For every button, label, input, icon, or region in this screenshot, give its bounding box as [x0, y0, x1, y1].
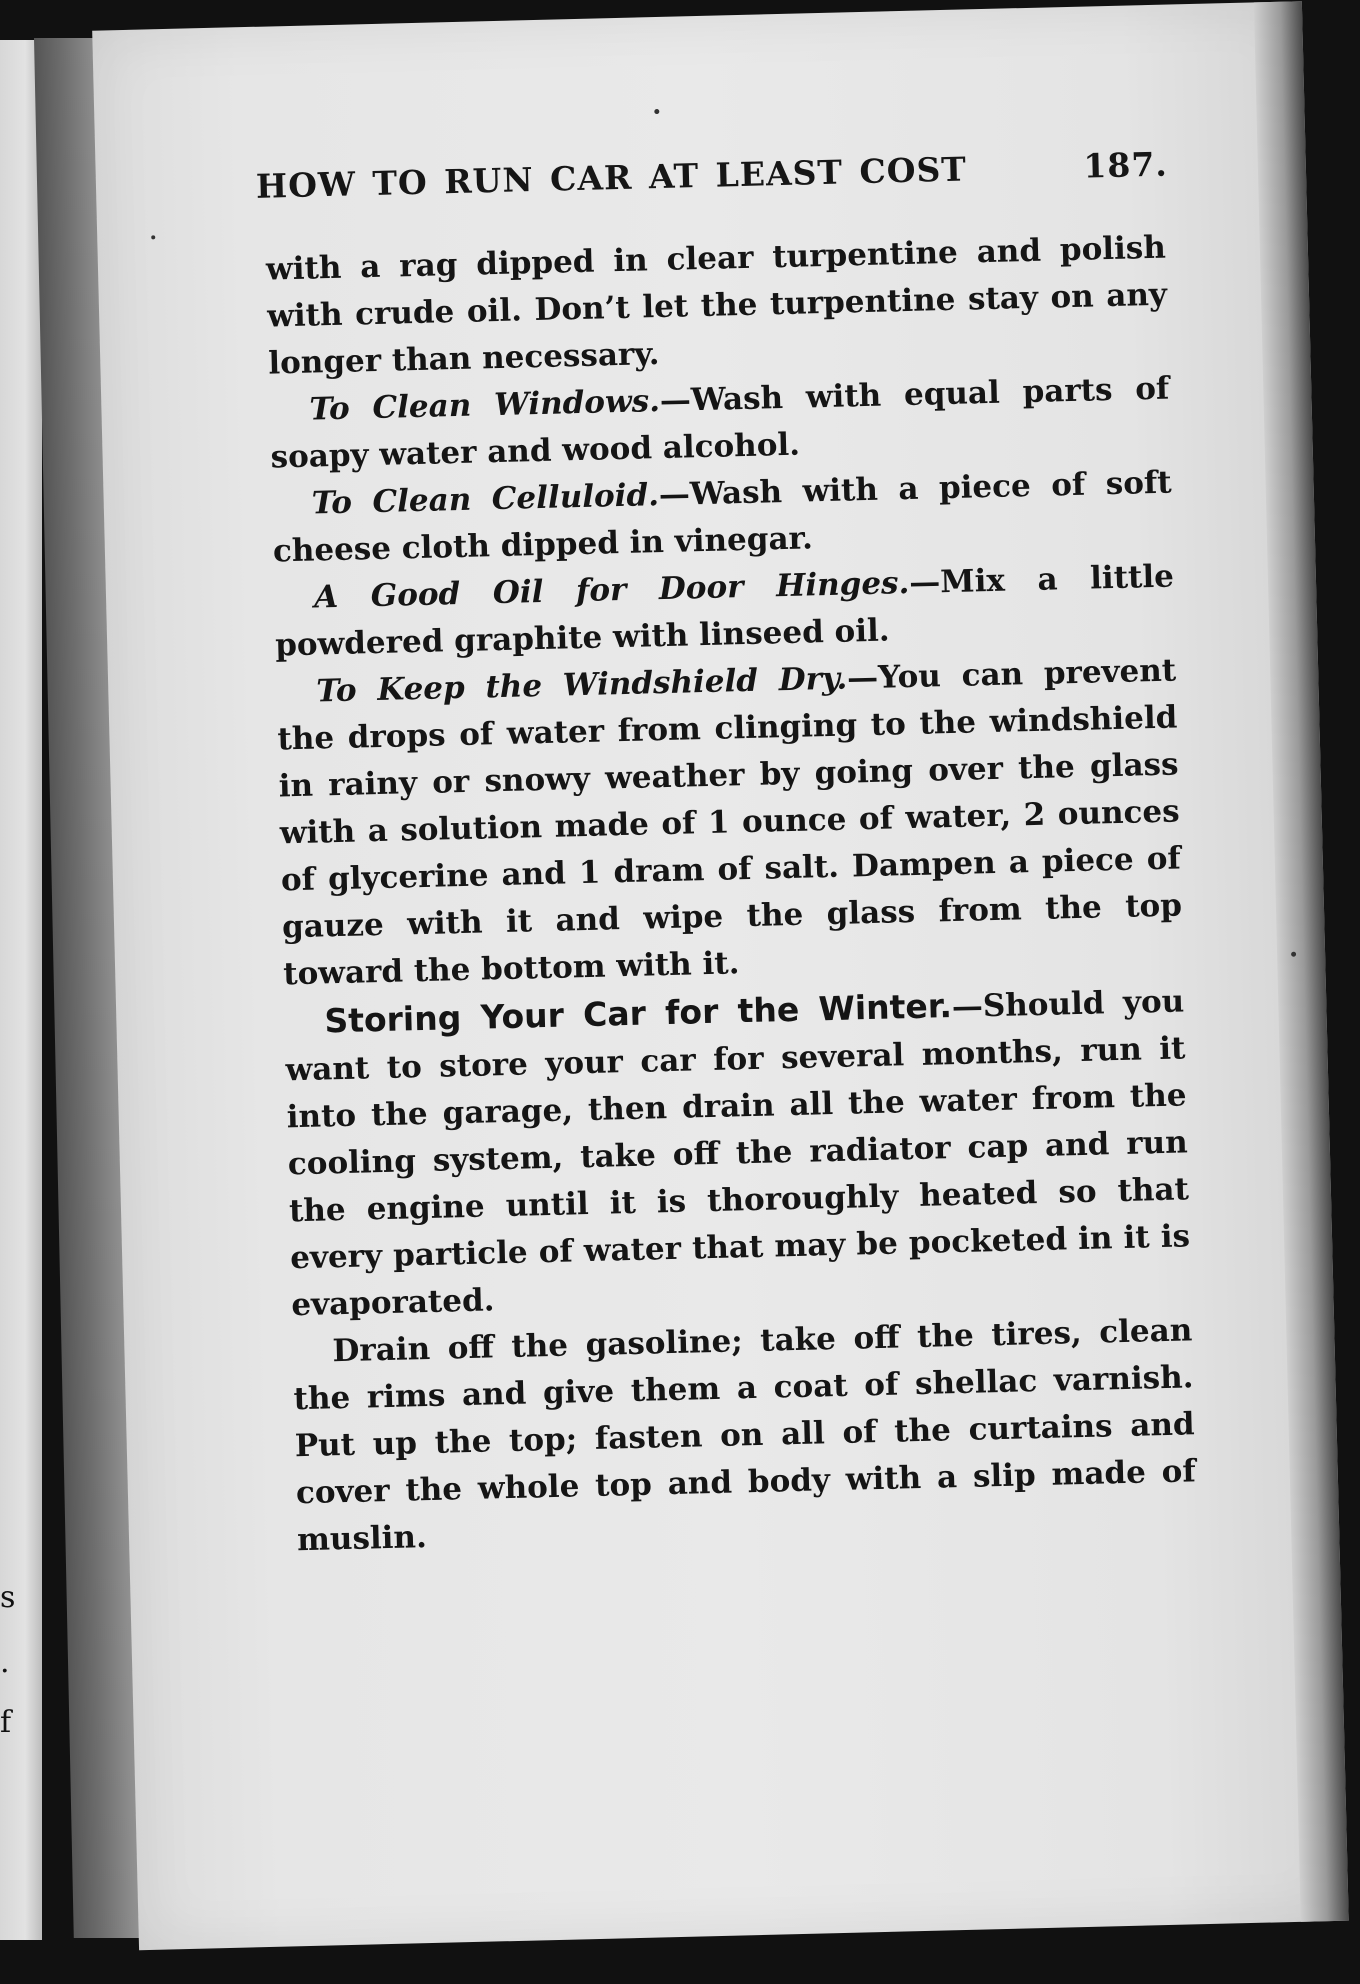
page-body-text: [266, 225, 1198, 1565]
running-title: HOW TO RUN CAR AT LEAST COST: [255, 149, 968, 206]
paragraph-windshield-dry: [276, 647, 1184, 998]
paragraph-text: —Should you want to store your car for several months, run it into the garage, then drain all the water from the cooling system, take off the radiator cap and run the engine until it is thoroughly heated so that every particle of water that may be pocketed in it is evaporated.: [285, 983, 1191, 1324]
left-page-letter: .: [0, 1645, 10, 1680]
page-right-edge-shadow: [1254, 1, 1349, 1922]
paragraph-storing-car: [284, 976, 1192, 1329]
page-number: 187.: [1082, 144, 1169, 186]
italic-section-heading: A Good Oil for Door Hinges.: [313, 564, 910, 616]
paragraph-text: —You can prevent the drops of water from clinging to the windshield in rainy or snowy weather by going over the glass with a solution made of 1 ounce of water, 2 ounces of glycerine and 1 dram of salt. Dampen a piece of gauze with it and wipe the glass from the top toward the bottom with it.: [277, 652, 1183, 993]
paragraph-text: —Mix a little powdered graphite with linseed oil.: [274, 558, 1175, 664]
left-page-letter: s: [0, 1580, 16, 1615]
paragraph-drain-gasoline: [292, 1307, 1197, 1564]
running-head: [255, 144, 1169, 217]
left-page-edge: [0, 40, 42, 1940]
paper-speck: [151, 235, 155, 239]
italic-section-heading: To Clean Celluloid.: [311, 477, 660, 522]
paper-speck: [1291, 952, 1296, 957]
bold-section-heading: Storing Your Car for the Winter.: [323, 986, 953, 1041]
paragraph-text: —Wash with a piece of soft cheese cloth dipped in vinegar.: [272, 464, 1172, 570]
paragraph-text: —Wash with equal parts of soapy water and wood alcohol.: [270, 370, 1170, 476]
left-page-letter: f: [0, 1705, 12, 1740]
paper-speck: [654, 109, 659, 114]
paragraph-continued: [266, 225, 1169, 388]
italic-section-heading: To Clean Windows.: [309, 383, 661, 428]
paragraph-text: Drain off the gasoline; take off the tires, clean the rims and give them a coat of shellac varnish. Put up the top; fasten on all of the curtains and cover the whole top and body with a slip made of muslin.: [293, 1312, 1197, 1559]
italic-section-heading: To Keep the Windshield Dry.: [315, 660, 848, 710]
book-page: [92, 1, 1349, 1950]
paragraph-text: with a rag dipped in clear turpentine and polish with crude oil. Don’t let the turpentine stay on any longer than necessary.: [265, 229, 1168, 382]
